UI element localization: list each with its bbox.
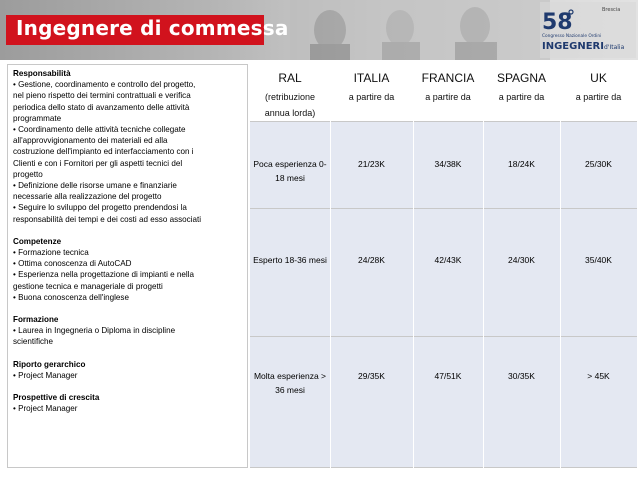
row-divider xyxy=(250,467,637,468)
section-title: Prospettive di crescita xyxy=(13,393,100,403)
section-title: Riporto gerarchico xyxy=(13,359,86,369)
logo-place: Brescia xyxy=(602,7,621,13)
table-row-band xyxy=(250,208,637,336)
logo-brand-suffix: d'Italia xyxy=(604,44,625,51)
header-photo-strip xyxy=(290,0,550,60)
section-formazione xyxy=(13,314,242,348)
col-subheader-francia: a partire da xyxy=(425,92,471,102)
section-line: gestione tecnica e manageriale di progetti xyxy=(13,281,163,291)
section-line: • Project Manager xyxy=(13,404,78,414)
col-subheader-uk: a partire da xyxy=(575,92,622,102)
logo-line1: Congresso Nazionale Ordini xyxy=(542,34,602,39)
section-line: costruzione dell'impianto ed interfacciamento con i xyxy=(13,147,194,157)
section-line: periodica dello stato di avanzamento delle attività xyxy=(13,102,190,112)
section-competenze xyxy=(13,236,242,303)
col-header-spagna: SPAGNA xyxy=(496,71,547,85)
section-line: Clienti e con i Fornitori per gli aspetti tecnici del xyxy=(13,158,183,168)
table-cell: > 45K xyxy=(587,371,610,381)
logo-brand: INGEGNERI xyxy=(542,41,604,52)
row-divider xyxy=(250,121,637,122)
table-cell: 25/30K xyxy=(585,159,612,169)
table-cell: 47/51K xyxy=(434,371,462,381)
col-header-ral: RAL xyxy=(278,71,302,85)
table-cell: 21/23K xyxy=(358,159,385,169)
table-cell: 24/30K xyxy=(508,255,535,265)
requirements-panel xyxy=(7,64,248,468)
table-cell: 24/28K xyxy=(358,255,385,265)
section-line: progetto xyxy=(13,169,43,179)
section-line: programmate xyxy=(13,113,62,123)
section-line: • Project Manager xyxy=(13,370,78,380)
row-divider xyxy=(250,208,637,209)
salary-table xyxy=(250,64,637,468)
section-line: • Definizione delle risorse umane e finanziarie xyxy=(13,181,177,191)
header-band xyxy=(0,0,638,60)
section-lines xyxy=(13,79,242,225)
section-line: • Formazione tecnica xyxy=(13,248,89,258)
section-line: • Coordinamento delle attività tecniche collegate xyxy=(13,125,186,135)
section-line: • Buona conoscenza dell'inglese xyxy=(13,292,129,302)
col-subheader-ral: (retribuzione annua lorda) xyxy=(264,92,316,118)
col-header-uk: UK xyxy=(590,71,607,85)
logo-number: 58 xyxy=(542,10,573,35)
section-line: • Gestione, coordinamento e controllo del progetto, xyxy=(13,80,196,90)
table-cell: 42/43K xyxy=(434,255,462,265)
section-lines xyxy=(13,370,242,381)
section-line: necessarie alla realizzazione del progetto xyxy=(13,192,162,202)
section-line: all'approvvigionamento dei materiali ed alla xyxy=(13,136,168,146)
section-line: responsabilità dei tempi e dei costi ad esso associati xyxy=(13,214,202,224)
row-divider xyxy=(250,336,637,337)
congress-logo xyxy=(540,2,636,58)
section-line: • Esperienza nella progettazione di impianti e nella xyxy=(13,270,195,280)
table-cell: 29/35K xyxy=(358,371,385,381)
section-line: • Laurea in Ingegneria o Diploma in discipline xyxy=(13,326,176,336)
table-cell: 18/24K xyxy=(508,159,535,169)
title-box xyxy=(6,15,289,45)
page-title: Ingegnere di commessa xyxy=(16,16,289,40)
section-prospettive xyxy=(13,392,242,414)
section-title: Competenze xyxy=(13,236,62,246)
table-row-band xyxy=(250,336,637,468)
row-level-label: Poca esperienza 0-18 mesi xyxy=(253,159,327,183)
col-header-francia: FRANCIA xyxy=(421,71,475,85)
row-level-label: Molta esperienza > 36 mesi xyxy=(253,371,327,395)
section-title: Formazione xyxy=(13,315,59,325)
col-header-italia: ITALIA xyxy=(353,71,390,85)
col-subheader-italia: a partire da xyxy=(348,92,395,102)
section-line: nel pieno rispetto dei termini contrattuali e verifica xyxy=(13,91,191,101)
section-lines xyxy=(13,325,242,347)
section-line: • Seguire lo sviluppo del progetto prendendosi la xyxy=(13,203,187,213)
col-subheader-spagna: a partire da xyxy=(498,92,545,102)
table-cell: 35/40K xyxy=(585,255,612,265)
section-riporto xyxy=(13,359,242,381)
table-cell: 34/38K xyxy=(434,159,462,169)
section-line: scientifiche xyxy=(13,337,54,347)
section-responsabilita xyxy=(13,68,242,225)
row-level-label: Esperto 18-36 mesi xyxy=(253,255,327,265)
section-lines xyxy=(13,247,242,303)
table-cell: 30/35K xyxy=(508,371,535,381)
section-lines xyxy=(13,403,242,414)
section-title: Responsabilità xyxy=(13,69,71,78)
section-line: • Ottima conoscenza di AutoCAD xyxy=(13,259,132,269)
